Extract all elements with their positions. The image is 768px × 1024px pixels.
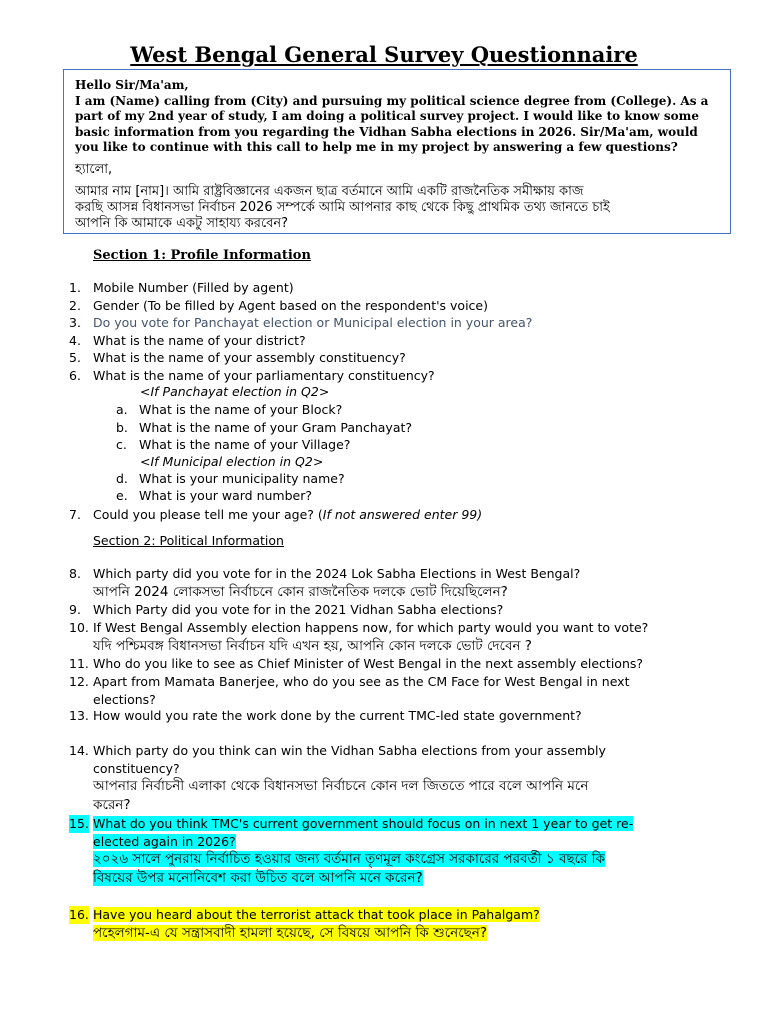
question-text: Mobile Number (Filled by agent) [93,280,294,295]
document-title: West Bengal General Survey Questionnaire [130,42,638,67]
section1-heading: Section 1: Profile Information [93,248,311,263]
question-text-bn: আপনি 2024 লোকসভা নির্বাচনে কোন রাজনৈতিক দলকে ভোট দিয়েছিলেন? [93,583,508,600]
question-text-bn-cont: করেন? [93,797,131,813]
question-text: Which Party did you vote for in the 2021 Vidhan Sabha elections? [93,602,504,617]
subquestion-text: What is the name of your Gram Panchayat? [139,420,413,435]
question-13 [69,707,669,725]
subquestion-c [116,437,350,452]
question-2 [69,297,669,315]
question-text: What is the name of your parliamentary constituency? [93,368,435,383]
subquestion-text: What is your ward number? [139,488,312,503]
question-text: How would you rate the work done by the current TMC-led state government? [93,708,582,723]
question-text-bn: আপনার নির্বাচনী এলাকা থেকে বিধানসভা নির্বাচনে কোন দল জিততে পারে বলে আপনি মনে [93,778,589,794]
question-text: Who do you like to see as Chief Minister of West Bengal in the next assembly elections? [93,656,644,671]
question-text: What is the name of your assembly constituency? [93,350,406,365]
question-text: Do you vote for Panchayat election or Municipal election in your area? [93,315,533,330]
question-14 [69,742,669,815]
question-text-bn: ২০২৬ সালে পুনরায় নির্বাচিত হওয়ার জন্য বর্তমান তৃণমূল কংগ্রেস সরকারের পরবর্তী ১ বছরে কি [93,851,606,867]
question-7 [69,506,669,524]
question-6 [69,367,669,385]
question-number: 7. [69,507,81,522]
question-number: 3. [69,315,81,330]
subquestion-text: What is your municipality name? [139,471,345,486]
question-number: 13. [69,708,89,723]
question-8 [69,565,669,602]
question-number: 2. [69,298,81,313]
question-number: 5. [69,350,81,365]
subquestion-text: What is the name of your Village? [139,437,351,452]
intro-line: I am (Name) calling from (City) and pursuing my political science degree from (College). As a [75,93,709,108]
subquestion-e [116,488,312,503]
subquestion-text: What is the name of your Block? [139,402,343,417]
subquestion-letter: b. [116,420,128,435]
intro-bn-line: আমার নাম [নাম]। আমি রাষ্ট্রবিজ্ঞানের একজন ছাত্র বর্তমানে আমি একটি রাজনৈতিক সমীক্ষায় কাজ [75,183,584,199]
question-9 [69,601,669,619]
section2-heading: Section 2: Political Information [93,533,284,548]
question-text: Have you heard about the terrorist attack that took place in Pahalgam? [93,907,540,922]
question-text-bn: পহেলগাম-এ যে সন্ত্রাসবাদী হামলা হয়েছে, সে বিষয়ে আপনি কি শুনেছেন? [93,924,488,941]
question-text-cont: elected again in 2026? [93,833,236,849]
intro-script-box [63,69,731,234]
subquestion-letter: e. [116,488,128,503]
intro-bn-line: আপনি কি আমাকে একটু সাহায্য করবেন? [75,215,289,231]
intro-line: you like to continue with this call to help me in my project by answering a few questions? [75,140,678,154]
condition-municipal: <If Municipal election in Q2> [140,454,324,469]
question-text: If West Bengal Assembly election happens now, for which party would you want to vote? [93,620,649,635]
intro-line: part of my 2nd year of study, I am doing a political survey project. I would like to know some [75,109,699,123]
question-note: If not answered enter 99) [322,507,483,522]
question-text: Could you please tell me your age? ( [93,507,323,522]
question-12 [69,673,669,708]
question-3 [69,314,669,332]
subquestion-letter: d. [116,471,128,486]
question-number: 8. [69,566,81,581]
question-text: Which party did you vote for in the 2024 Lok Sabha Elections in West Bengal? [93,566,581,581]
question-text: Which party do you think can win the Vidhan Sabha elections from your assembly [93,743,606,758]
question-text-bn: যদি পশ্চিমবঙ্গ বিধানসভা নির্বাচন যদি এখন হয়, আপনি কোন দলকে ভোট দেবেন ? [93,637,532,654]
question-text-bn-cont: বিষয়ের উপর মনোনিবেশ করা উচিত বলে আপনি মনে করেন? [93,870,423,886]
subquestion-b [116,420,412,435]
question-5 [69,349,669,367]
question-number: 15. [69,816,89,831]
question-number: 14. [69,743,89,758]
question-10 [69,619,669,656]
question-text: What do you think TMC's current government should focus on in next 1 year to get re- [93,816,634,831]
subquestion-letter: a. [116,402,128,417]
question-4 [69,332,669,350]
question-11 [69,655,669,673]
question-number: 6. [69,368,81,383]
question-15 [69,815,669,888]
question-number: 11. [69,656,89,671]
question-16 [69,906,669,943]
subquestion-a [116,402,342,417]
question-number: 16. [69,907,89,922]
question-text-cont: elections? [93,691,156,707]
intro-line: basic information from you regarding the Vidhan Sabha elections in 2026. Sir/Ma'am, would [75,124,698,139]
intro-greeting-bn: হ্যালো, [75,161,113,177]
intro-greeting-en: Hello Sir/Ma'am, [75,78,189,92]
question-text-cont: constituency? [93,760,180,776]
question-text: Apart from Mamata Banerjee, who do you see as the CM Face for West Bengal in next [93,674,630,689]
question-1 [69,279,669,297]
condition-panchayat: <If Panchayat election in Q2> [140,384,330,399]
question-text: Gender (To be filled by Agent based on the respondent's voice) [93,298,488,313]
intro-bn-line: করছি আসন্ন বিধানসভা নির্বাচন 2026 সম্পর্কে আমি আপনার কাছ থেকে কিছু প্রাথমিক তথ্য জানতে চাই [75,199,610,215]
question-number: 4. [69,333,81,348]
subquestion-letter: c. [116,437,127,452]
question-number: 9. [69,602,81,617]
question-number: 10. [69,620,89,635]
question-number: 1. [69,280,81,295]
question-text: What is the name of your district? [93,333,306,348]
subquestion-d [116,471,345,486]
question-number: 12. [69,674,89,689]
